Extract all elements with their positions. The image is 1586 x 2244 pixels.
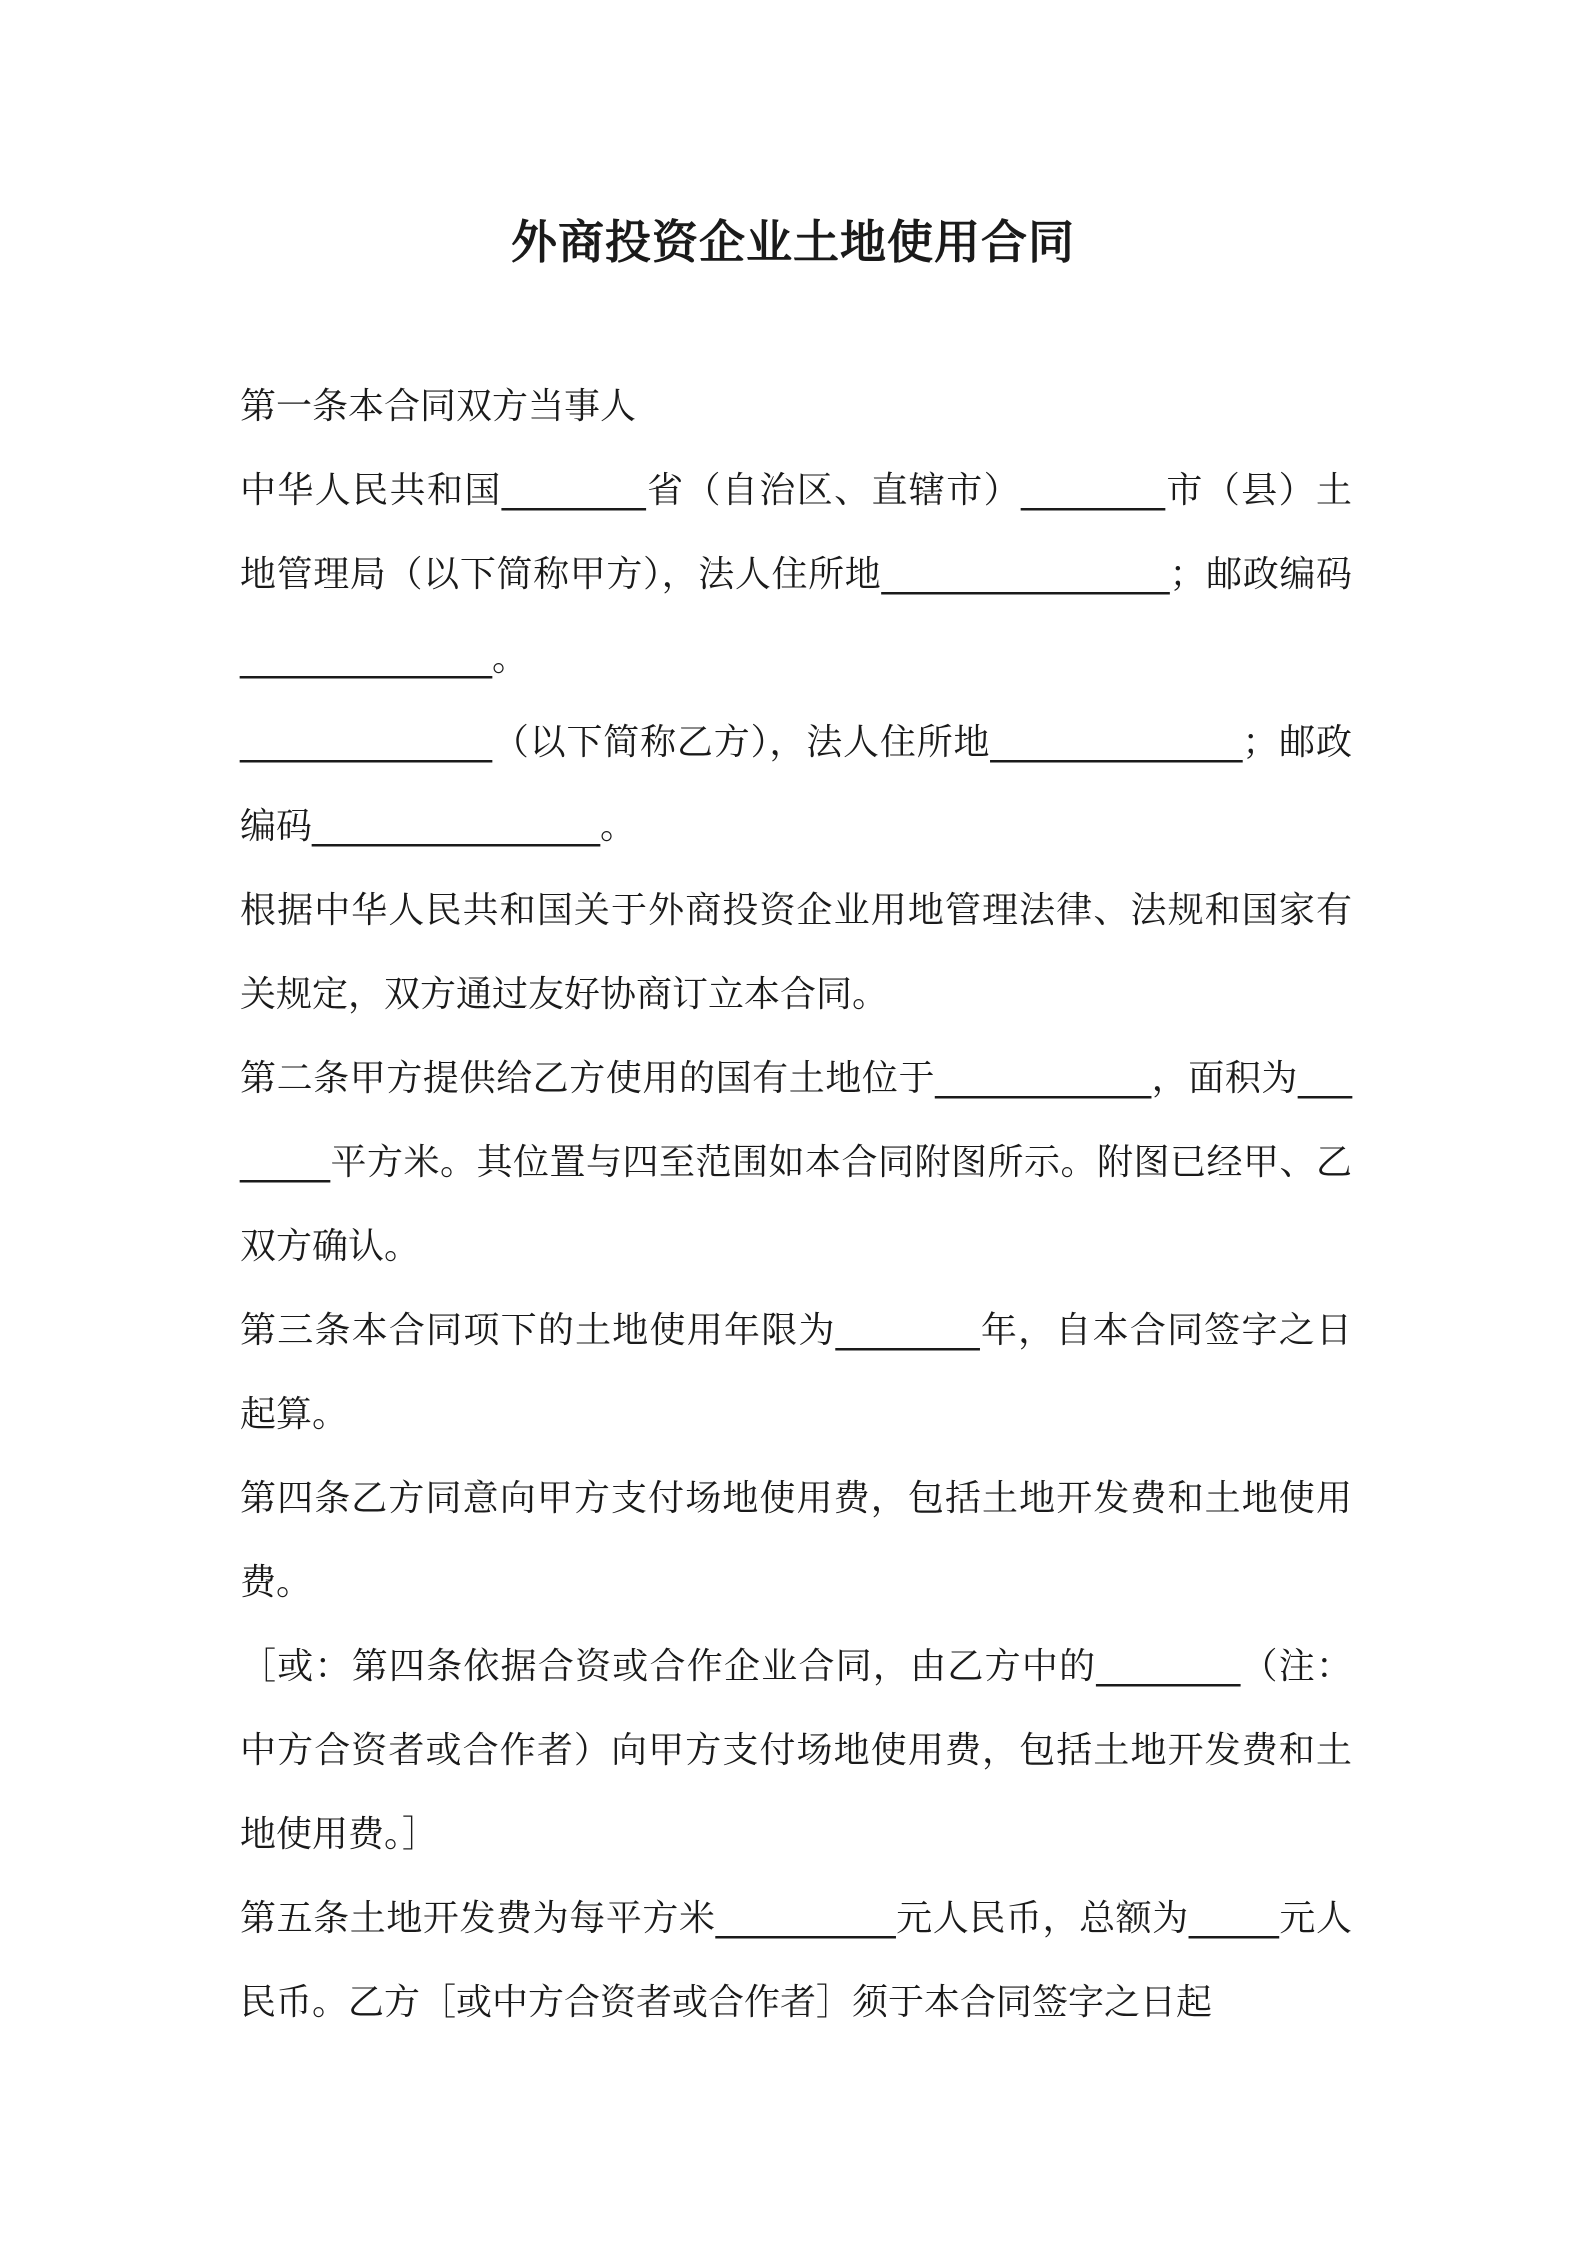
article-3-paragraph: 第三条本合同项下的土地使用年限为________年，自本合同签字之日起算。: [240, 1310, 1352, 1435]
document-title: 外商投资企业土地使用合同: [511, 215, 1075, 269]
document-body: [240, 365, 1352, 2045]
article-5-paragraph: 第五条土地开发费为每平方米__________元人民币，总额为_____元人民币。乙方［或中方合资者或合作者］须于本合同签字之日起: [240, 1898, 1352, 2023]
article-2-paragraph: 第二条甲方提供给乙方使用的国有土地位于____________，面积为________平方米。其位置与四至范围如本合同附图所示。附图已经甲、乙双方确认。: [240, 1058, 1352, 1267]
article-4-alternative-paragraph: ［或：第四条依据合资或合作企业合同，由乙方中的________（注：中方合资者或合作者）向甲方支付场地使用费，包括土地开发费和土地使用费。］: [240, 1646, 1352, 1855]
party-a-paragraph: 中华人民共和国________省（自治区、直辖市）________市（县）土地管理局（以下简称甲方），法人住所地________________；邮政编码______________。: [240, 470, 1352, 679]
party-b-paragraph: ______________（以下简称乙方），法人住所地______________；邮政编码________________。: [240, 722, 1352, 847]
preamble-paragraph: 根据中华人民共和国关于外商投资企业用地管理法律、法规和国家有关规定，双方通过友好协商订立本合同。: [240, 890, 1352, 1015]
article-4-paragraph: 第四条乙方同意向甲方支付场地使用费，包括土地开发费和土地使用费。: [240, 1478, 1352, 1603]
article-1-heading: 第一条本合同双方当事人: [240, 386, 637, 427]
